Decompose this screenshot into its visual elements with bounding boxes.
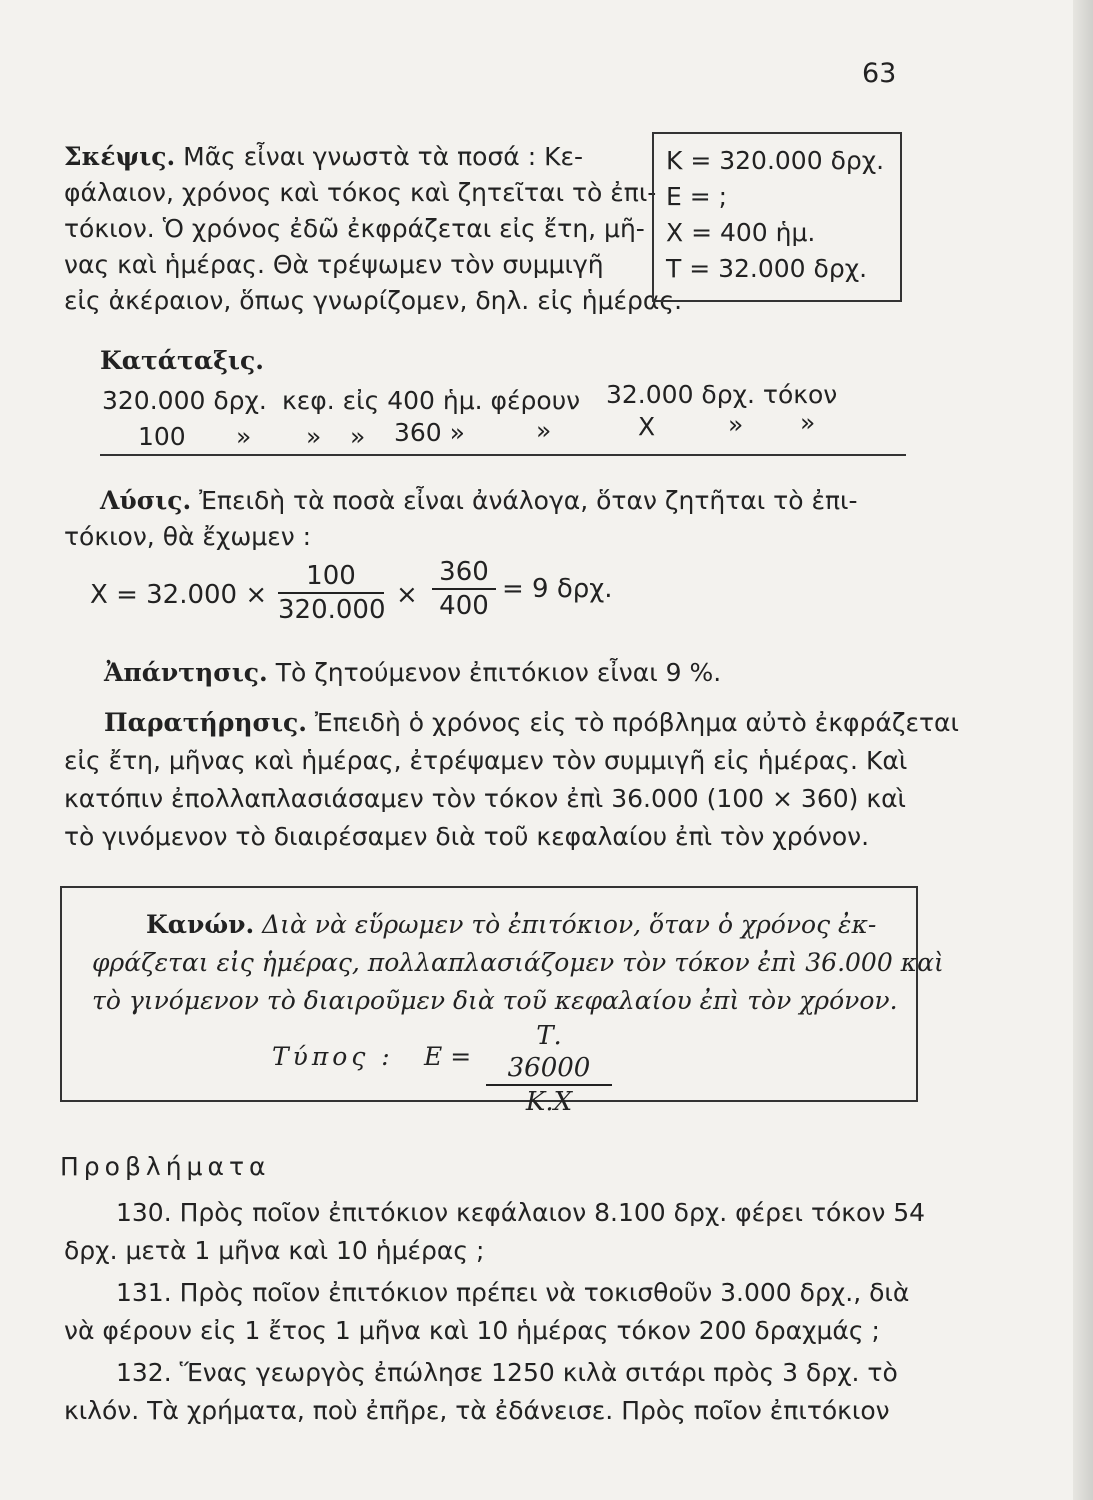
given-values-box: [652, 132, 902, 302]
paratirisis-label: Παρατήρησις.: [104, 708, 307, 737]
problem-131-line2: νὰ φέρουν εἰς 1 ἔτος 1 μῆνα καὶ 10 ἡμέρας τόκον 200 δραχμάς ;: [64, 1316, 880, 1345]
kanon-label: Κανών.: [146, 910, 255, 939]
paratirisis-line4: τὸ γινόμενον τὸ διαιρέσαμεν διὰ τοῦ κεφαλαίου ἐπὶ τὸν χρόνον.: [64, 822, 870, 851]
problem-130-line2: δρχ. μετὰ 1 μῆνα καὶ 10 ἡμέρας ;: [64, 1236, 485, 1265]
apantisis-line: Ἀπάντησις. Τὸ ζητούμενον ἐπιτόκιον εἶναι 9 %.: [104, 658, 722, 687]
formula1-result: = 9 δρχ.: [502, 574, 613, 604]
skepsis-line3: τόκιον. Ὁ χρόνος ἐδῶ ἐκφράζεται εἰς ἔτη, μῆ-: [64, 214, 645, 243]
problem-132-line2: κιλόν. Τὰ χρήματα, ποὺ ἐπῆρε, τὰ ἐδάνεισε. Πρὸς ποῖον ἐπιτόκιον: [64, 1396, 890, 1425]
page-edge: [1073, 0, 1093, 1500]
formula1-lhs: Χ = 32.000 ×: [90, 580, 268, 610]
skepsis-line5: εἰς ἀκέραιον, ὅπως γνωρίζομεν, δηλ. εἰς ἡμέρας.: [64, 286, 683, 315]
paratirisis-line3: κατόπιν ἐπολλαπλασιάσαμεν τὸν τόκον ἐπὶ 36.000 (100 × 360) καὶ: [64, 784, 907, 813]
paratirisis-line2: εἰς ἔτη, μῆνας καὶ ἡμέρας, ἐτρέψαμεν τὸν συμμιγῆ εἰς ἡμέρας. Καὶ: [64, 746, 908, 775]
book-page: 63 Σκέψις. Μᾶς εἶναι γνωστὰ τὰ ποσά : Κε- φάλαιον, χρόνος καὶ τόκος καὶ ζητεῖται τὸ ἐπι- τόκιον. Ὁ χρόνος ἐδῶ ἐκφράζεται εἰς ἔτη, μῆ- νας καὶ ἡμέρας. Θὰ τρέψωμεν τὸν συμμιγῆ εἰς ἀκέραιον, ὅπως γνωρίζομεν, δηλ. εἰς ἡμέρας. Κ = 320.000 δρχ. Ε = ; Χ = 400 ἡμ. Τ = 32.000 δρχ. Κατάταξις. 320.000 δρχ. κεφ. εἰς 400 ἡμ. φέρουν 32.000 δρχ. τόκον 100 » » » 360 » » Χ » » Λύσις. Ἐπειδὴ τὰ ποσὰ εἶναι ἀνάλογα, ὅταν ζητῆται τὸ ἐπι- τόκιον, θὰ ἔχωμεν : Χ = 32.000 × $\frac{100}{320.000}$ × $\frac{360}{400}$ = 9 δρχ. Ἀπάντησις. Τὸ ζητούμενον ἐπιτόκιον εἶναι 9 %. Παρατήρησις. Ἐπειδὴ ὁ χρόνος εἰς τὸ πρόβλημα αὐτὸ ἐκφράζεται εἰς ἔτη, μῆνας καὶ ἡμέρας, ἐτρέψαμεν τὸν συμμιγῆ εἰς ἡμέρας. Καὶ κατόπιν ἐπολλαπλασιάσαμεν τὸν τόκον ἐπὶ 36.000 (100 × 360) καὶ τὸ γινόμενον τὸ διαιρέσαμεν διὰ τοῦ κεφαλαίου ἐπὶ τὸν χρόνον. Κανών. Διὰ νὰ εὕρωμεν τὸ ἐπιτόκιον, ὅταν ὁ χρόνος ἐκ- φράζεται εἰς ἡμέρας, πολλαπλασιάζομεν τὸν τόκον ἐπὶ 36.000 καὶ τὸ γινόμενον τὸ διαιροῦμεν διὰ τοῦ κεφαλαίου ἐπὶ τὸν χρόνον. Τύπος : Ε = $\frac{T. 36000}{K.X}$ Προβλήματα 130. Πρὸς ποῖον ἐπιτόκιον κεφάλαιον 8.100 δρχ. φέρει τόκον 54 δρχ. μετὰ 1 μῆνα καὶ 10 ἡμέρας ; 131. Πρὸς ποῖον ἐπιτόκιον πρέπει νὰ τοκισθοῦν 3.000 δρχ., διὰ νὰ φέρουν εἰς 1 ἔτος 1 μῆνα καὶ 10 ἡμέρας τόκον 200 δραχμάς ; 132. Ἕνας γεωργὸς ἐπώλησε 1250 κιλὰ σιτάρι πρὸς 3 δρχ. τὸ κιλόν. Τὰ χρήματα, ποὺ ἐπῆρε, τὰ ἐδάνεισε. Πρὸς ποῖον ἐπιτόκιον: [0, 0, 1093, 1500]
kanon-line3: τὸ γινόμενον τὸ διαιροῦμεν διὰ τοῦ κεφαλαίου ἐπὶ τὸν χρόνον.: [92, 986, 898, 1015]
formula1-times: ×: [396, 580, 418, 610]
lysis-line2: τόκιον, θὰ ἔχωμεν :: [64, 522, 312, 551]
lysis-label: Λύσις.: [100, 486, 192, 515]
typos-fraction: $\frac{T. 36000}{K.X}$: [486, 1020, 612, 1118]
typos-lhs: Ε =: [424, 1042, 472, 1071]
formula1-frac2: $\frac{360}{400}$: [432, 556, 496, 622]
given-x: Χ = 400 ἡμ.: [666, 218, 816, 247]
rule-box: [60, 886, 944, 1117]
lysis-line1: Λύσις. Ἐπειδὴ τὰ ποσὰ εἶναι ἀνάλογα, ὅταν ζητῆται τὸ ἐπι-: [100, 486, 858, 515]
typos-label: Τύπος :: [272, 1042, 394, 1071]
given-t: Τ = 32.000 δρχ.: [666, 254, 868, 283]
problem-132-line1: 132. Ἕνας γεωργὸς ἐπώλησε 1250 κιλὰ σιτάρι πρὸς 3 δρχ. τὸ: [116, 1358, 898, 1387]
kataxis-label: Κατάταξις.: [100, 346, 264, 375]
problem-131-line1: 131. Πρὸς ποῖον ἐπιτόκιον πρέπει νὰ τοκισθοῦν 3.000 δρχ., διὰ: [116, 1278, 910, 1307]
skepsis-line2: φάλαιον, χρόνος καὶ τόκος καὶ ζητεῖται τὸ ἐπι-: [64, 178, 657, 207]
page-number: 63: [862, 58, 897, 89]
problem-130-line1: 130. Πρὸς ποῖον ἐπιτόκιον κεφάλαιον 8.100 δρχ. φέρει τόκον 54: [116, 1198, 926, 1227]
skepsis-line1: Σκέψις. Μᾶς εἶναι γνωστὰ τὰ ποσά : Κε-: [64, 142, 584, 171]
paratirisis-line1: Παρατήρησις. Ἐπειδὴ ὁ χρόνος εἰς τὸ πρόβλημα αὐτὸ ἐκφράζεται: [104, 708, 959, 737]
apantisis-label: Ἀπάντησις.: [104, 658, 268, 687]
skepsis-label: Σκέψις.: [64, 142, 176, 171]
kanon-line1: Κανών. Διὰ νὰ εὕρωμεν τὸ ἐπιτόκιον, ὅταν ὁ χρόνος ἐκ-: [146, 910, 877, 939]
given-e: Ε = ;: [666, 182, 728, 211]
given-k: Κ = 320.000 δρχ.: [666, 146, 885, 175]
kataxis-rule: [100, 454, 906, 456]
kanon-line2: φράζεται εἰς ἡμέρας, πολλαπλασιάζομεν τὸν τόκον ἐπὶ 36.000 καὶ: [92, 948, 944, 977]
skepsis-line4: νας καὶ ἡμέρας. Θὰ τρέψωμεν τὸν συμμιγῆ: [64, 250, 604, 279]
problems-heading: Προβλήματα: [60, 1152, 271, 1181]
formula1-frac1: $\frac{100}{320.000}$: [278, 561, 386, 625]
